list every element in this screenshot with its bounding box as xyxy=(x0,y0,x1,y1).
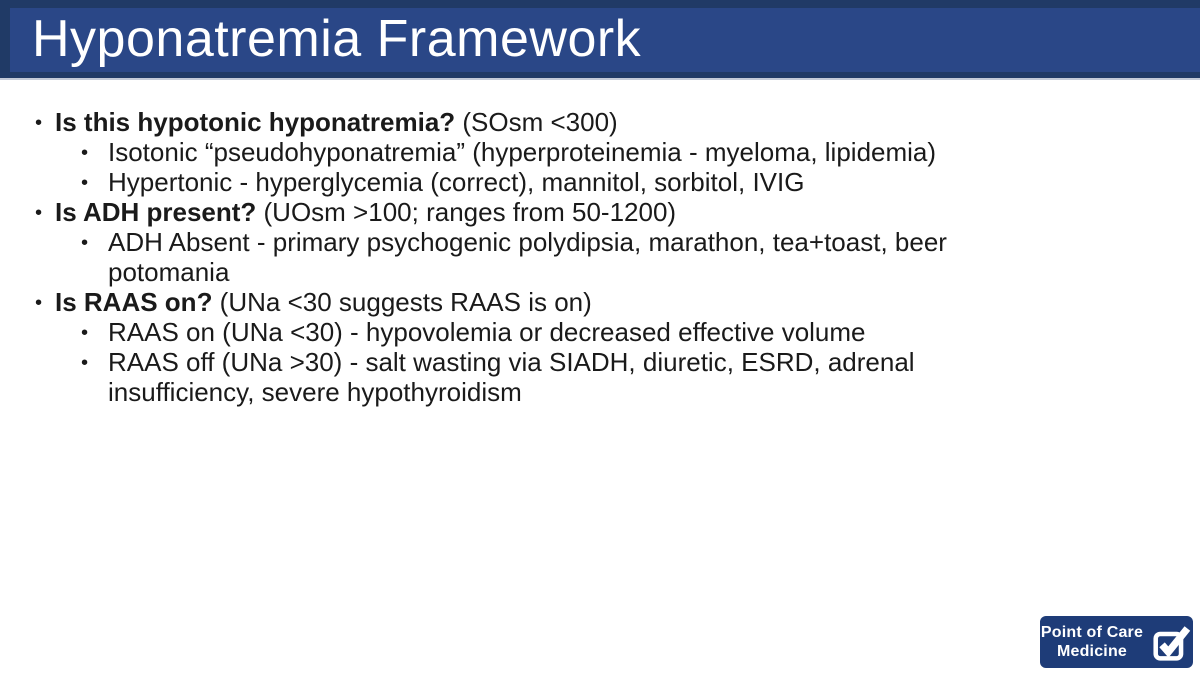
bullet-question: Is ADH present? xyxy=(55,197,257,227)
pocm-logo-line2: Medicine xyxy=(1056,643,1128,660)
bullet-subitem xyxy=(0,227,1012,287)
bullet-item xyxy=(0,287,1200,317)
bullet-text: RAAS on (UNa <30) - hypovolemia or decreased effective volume xyxy=(108,317,866,347)
checkbox-check-icon xyxy=(1152,624,1192,662)
bullet-text: RAAS off (UNa >30) - salt wasting via SIADH, diuretic, ESRD, adrenal insufficiency, severe hypothyroidism xyxy=(108,347,915,407)
bullet-text: Isotonic “pseudohyponatremia” (hyperproteinemia - myeloma, lipidemia) xyxy=(108,137,937,167)
title-bar-inner xyxy=(10,8,1200,72)
slide-title: Hyponatremia Framework xyxy=(32,10,642,68)
pocm-logo xyxy=(1040,616,1193,668)
bullet-text: ADH Absent - primary psychogenic polydipsia, marathon, tea+toast, beer potomania xyxy=(108,227,947,287)
bullet-question: Is RAAS on? xyxy=(55,287,213,317)
bullet-detail: (SOsm <300) xyxy=(455,107,618,137)
pocm-logo-text xyxy=(1041,623,1143,661)
slide-body xyxy=(0,80,1200,407)
bullet-subitem xyxy=(0,167,1012,197)
bullet-subitem xyxy=(0,347,1012,407)
bullet-item xyxy=(0,107,1200,137)
title-bar xyxy=(0,0,1200,80)
bullet-detail: (UNa <30 suggests RAAS is on) xyxy=(212,287,592,317)
bullet-subitem xyxy=(0,317,1012,347)
bullet-question: Is this hypotonic hyponatremia? xyxy=(55,107,456,137)
bullet-subitem xyxy=(0,137,1012,167)
bullet-item xyxy=(0,197,1200,227)
bullet-text: Hypertonic - hyperglycemia (correct), mannitol, sorbitol, IVIG xyxy=(108,167,805,197)
bullet-detail: (UOsm >100; ranges from 50-1200) xyxy=(256,197,677,227)
pocm-logo-line1: Point of Care xyxy=(1040,624,1144,641)
